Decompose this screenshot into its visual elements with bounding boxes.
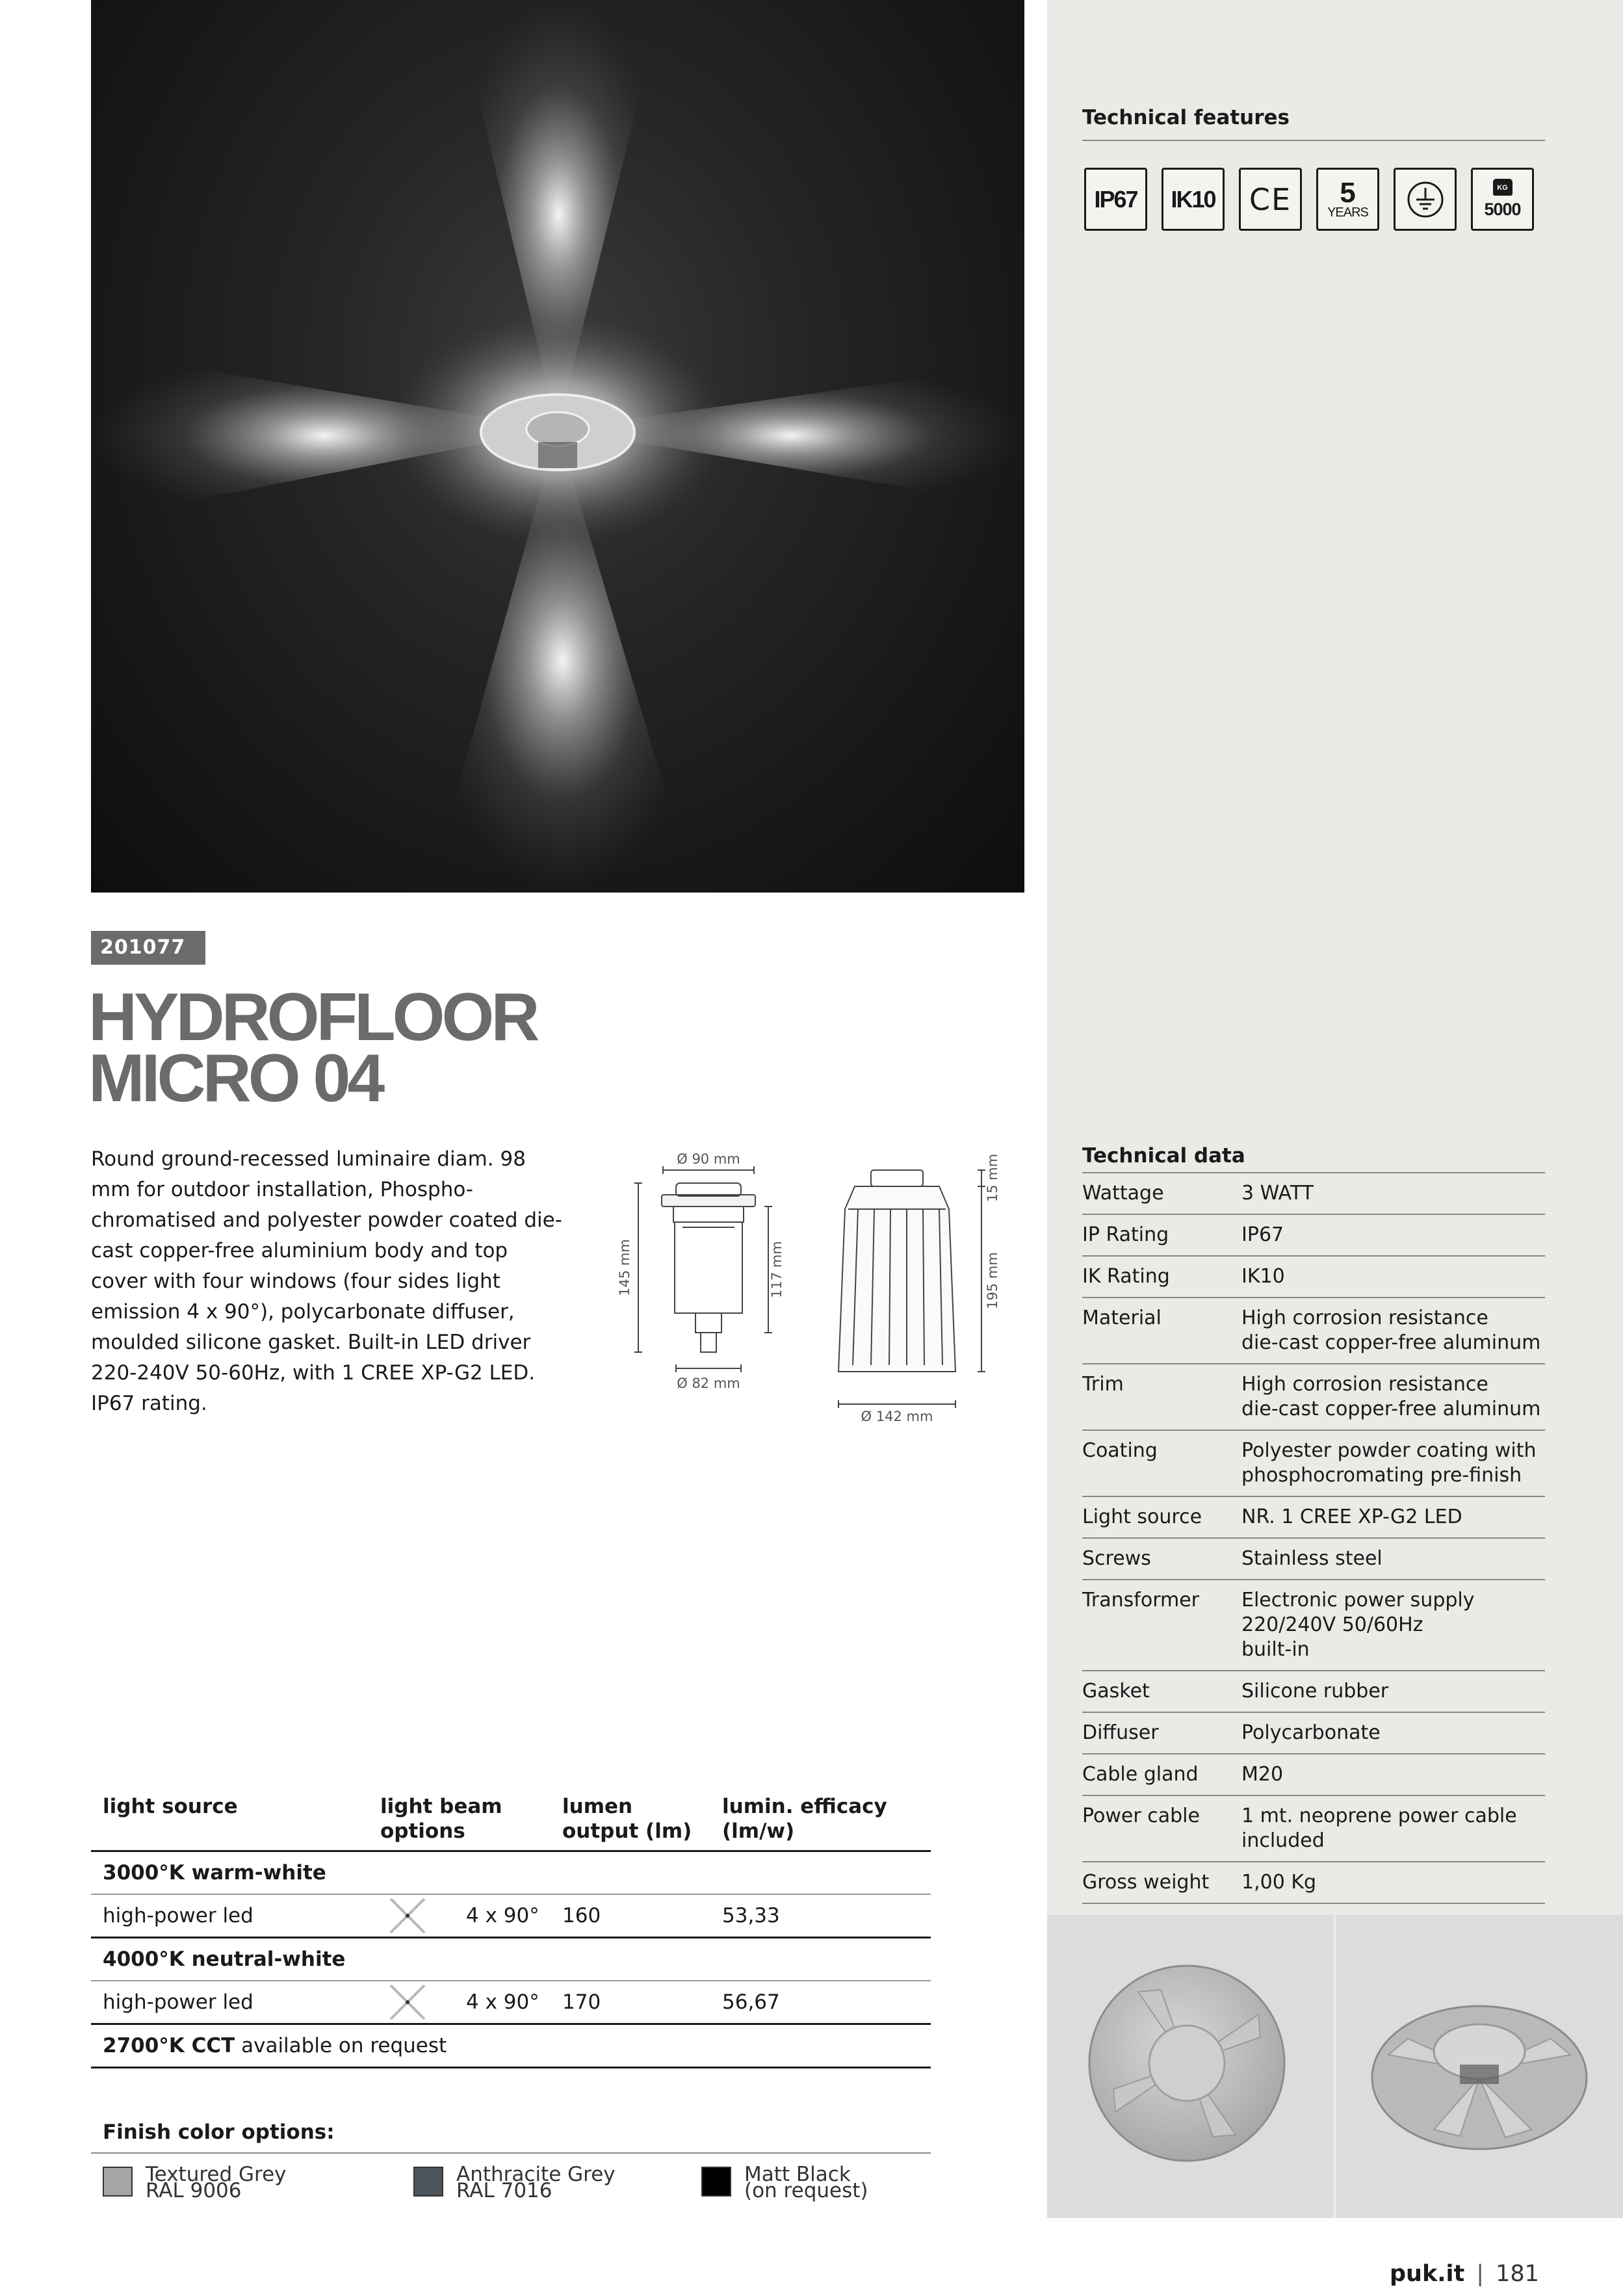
table-row: [1082, 1671, 1545, 1713]
spec-key: Trim: [1082, 1373, 1124, 1396]
swatch-label: Anthracite Grey RAL 7016: [456, 2163, 616, 2202]
spec-key: Diffuser: [1082, 1721, 1159, 1744]
header-efficacy: [722, 1794, 919, 1844]
spec-value: Polyester powder coating with phosphocromating pre-finish: [1241, 1439, 1537, 1487]
spec-value: Stainless steel: [1241, 1547, 1383, 1570]
spec-value: M20: [1241, 1763, 1284, 1786]
dim-box-diameter: Ø 142 mm: [861, 1409, 933, 1424]
ik10-label: IK10: [1171, 185, 1215, 213]
spec-key: Light source: [1082, 1506, 1202, 1528]
technical-data-title: Technical data: [1082, 1144, 1245, 1168]
luminaire-top-view: [1047, 1915, 1333, 2218]
warranty-icon: [1316, 168, 1379, 231]
header-light-beam-line2: options: [380, 1820, 465, 1843]
table-row: [1082, 1431, 1545, 1497]
cell-lumen: 160: [562, 1904, 601, 1927]
weight-icon: [1493, 179, 1513, 196]
table-row: [1082, 1539, 1545, 1580]
group-title: 4000°K neutral-white: [91, 1938, 931, 1981]
spec-key: Wattage: [1082, 1182, 1164, 1205]
finish-option-anthracite-grey: [413, 2163, 616, 2202]
dim-body-height: 117 mm: [769, 1241, 785, 1298]
ik10-icon: [1162, 168, 1225, 231]
ce-mark-icon: [1239, 168, 1302, 231]
beam-value: 4 x 90°: [466, 1904, 539, 1927]
luminaire-side-view: [1336, 1915, 1623, 2218]
dim-cap-height: 15 mm: [985, 1153, 1000, 1203]
spec-key: Material: [1082, 1307, 1162, 1329]
table-row: [1082, 1257, 1545, 1298]
spec-key: IP Rating: [1082, 1223, 1169, 1246]
hero-photo: [91, 0, 1024, 893]
table-row: [1082, 1862, 1545, 1904]
table-row: [1082, 1796, 1545, 1862]
header-light-source: light source: [103, 1795, 238, 1818]
table-row: [1082, 1173, 1545, 1215]
spec-value: Polycarbonate: [1241, 1721, 1381, 1744]
divider: [91, 2152, 931, 2154]
beam-value: 4 x 90°: [466, 1990, 539, 2014]
warranty-number: 5: [1340, 176, 1356, 209]
technical-data-table: [1082, 1172, 1545, 1904]
table-row: [91, 1895, 931, 1938]
table-row: [1082, 1364, 1545, 1431]
product-photo-top-view: [1047, 1915, 1333, 2218]
header-lumen-line2: output (lm): [562, 1820, 692, 1843]
dim-top-diameter: Ø 90 mm: [677, 1151, 740, 1167]
table-header: [91, 1794, 931, 1852]
cell-efficacy: 56,67: [722, 1990, 780, 2014]
product-title: [88, 980, 537, 1116]
ground-icon: [1394, 168, 1457, 231]
table-row: [91, 1981, 931, 2025]
swatch-label: Matt Black (on request): [744, 2163, 868, 2202]
ce-label: CE: [1249, 181, 1292, 217]
earth-ground-icon: [1406, 180, 1445, 219]
ip67-label: IP67: [1094, 185, 1137, 213]
spec-key: Transformer: [1082, 1589, 1200, 1611]
header-efficacy-line2: (lm/w): [722, 1820, 795, 1843]
technical-features-title: Technical features: [1082, 106, 1290, 129]
table-row: [1082, 1215, 1545, 1257]
beam-cross-icon: [388, 1983, 427, 2022]
dim-box-height: 195 mm: [985, 1252, 1000, 1309]
spec-key: Coating: [1082, 1439, 1158, 1462]
spec-value: IP67: [1241, 1223, 1284, 1246]
beam-cross-icon: [388, 1896, 427, 1935]
cct-note: [91, 2025, 931, 2068]
cell-lumen: 170: [562, 1990, 601, 2014]
color-swatch: [103, 2167, 133, 2197]
title-line-2: MICRO 04: [88, 1041, 382, 1116]
spec-key: Cable gland: [1082, 1763, 1199, 1786]
technical-features-icons: [1084, 168, 1534, 231]
spec-value: IK10: [1241, 1265, 1285, 1288]
finish-option-matt-black: [701, 2163, 868, 2202]
header-efficacy-line1: lumin. efficacy: [722, 1795, 887, 1818]
spec-key: Power cable: [1082, 1805, 1200, 1827]
weight-unit: KG: [1497, 184, 1508, 192]
page-footer: [1390, 2261, 1539, 2287]
finish-option-textured-grey: [103, 2163, 287, 2202]
table-row: [1082, 1713, 1545, 1755]
spec-value: Silicone rubber: [1241, 1680, 1389, 1702]
color-swatch: [701, 2167, 731, 2197]
title-line-1: HYDROFLOOR: [88, 980, 537, 1055]
swatch-label: Textured Grey RAL 9006: [146, 2163, 287, 2202]
load-label: 5000: [1484, 200, 1521, 219]
cell-beam: [380, 1981, 562, 2023]
product-photo-side-view: [1336, 1915, 1623, 2218]
table-row: [1082, 1755, 1545, 1796]
table-row: [1082, 1580, 1545, 1671]
cell-beam: [380, 1895, 562, 1937]
spec-key: IK Rating: [1082, 1265, 1170, 1288]
cct-note-bold: 2700°K CCT: [103, 2034, 235, 2057]
light-beams-graphic: [91, 0, 1024, 893]
ip67-icon: [1084, 168, 1147, 231]
header-light-beam-line1: light beam: [380, 1795, 502, 1818]
load-icon: [1471, 168, 1534, 231]
cell-efficacy: 53,33: [722, 1904, 780, 1927]
table-row: [1082, 1497, 1545, 1539]
header-lumen-line1: lumen: [562, 1795, 633, 1818]
spec-key: Screws: [1082, 1547, 1151, 1570]
finish-title: Finish color options:: [103, 2120, 335, 2144]
group-title: 3000°K warm-white: [91, 1852, 931, 1895]
product-code-badge: 201077: [91, 931, 205, 965]
spec-value: High corrosion resistance die-cast copper-free aluminum: [1241, 1307, 1541, 1354]
website-link[interactable]: puk.it: [1390, 2261, 1465, 2287]
spec-value: 1 mt. neoprene power cable included: [1241, 1805, 1517, 1852]
spec-key: Gasket: [1082, 1680, 1150, 1702]
dimension-drawing: [611, 1144, 1027, 1437]
dim-height: 145 mm: [617, 1239, 632, 1296]
light-source-table: [91, 1794, 931, 2068]
warranty-label: YEARS: [1327, 205, 1368, 220]
divider: [1082, 140, 1545, 141]
table-row: [1082, 1298, 1545, 1364]
footer-separator: |: [1476, 2261, 1485, 2287]
spec-value: High corrosion resistance die-cast copper-free aluminum: [1241, 1373, 1541, 1420]
header-lumen: [562, 1794, 722, 1844]
color-swatch: [413, 2167, 443, 2197]
product-description: Round ground-recessed luminaire diam. 98 mm for outdoor installation, Phospho-chromatised and polyester powder coated die-cast copper-free aluminium body and top cover with four windows (four sides light emission 4 x 90°), polycarbonate diffuser, moulded silicone gasket. Built-in LED driver 220-240V 50-60Hz, with 1 CREE XP-G2 LED. IP67 rating.: [91, 1147, 562, 1415]
spec-value: 3 WATT: [1241, 1182, 1314, 1205]
header-light-beam: [380, 1794, 562, 1844]
cct-note-text: available on request: [235, 2034, 447, 2057]
dim-bottom-diameter: Ø 82 mm: [677, 1376, 740, 1391]
cell-source: high-power led: [103, 1990, 253, 2014]
cell-source: high-power led: [103, 1904, 253, 1927]
spec-key: Gross weight: [1082, 1871, 1210, 1894]
page-number: 181: [1496, 2261, 1539, 2287]
spec-value: NR. 1 CREE XP-G2 LED: [1241, 1506, 1462, 1528]
technical-drawings: [611, 1144, 1027, 1439]
spec-value: 1,00 Kg: [1241, 1871, 1317, 1894]
spec-value: Electronic power supply 220/240V 50/60Hz built-in: [1241, 1589, 1475, 1661]
